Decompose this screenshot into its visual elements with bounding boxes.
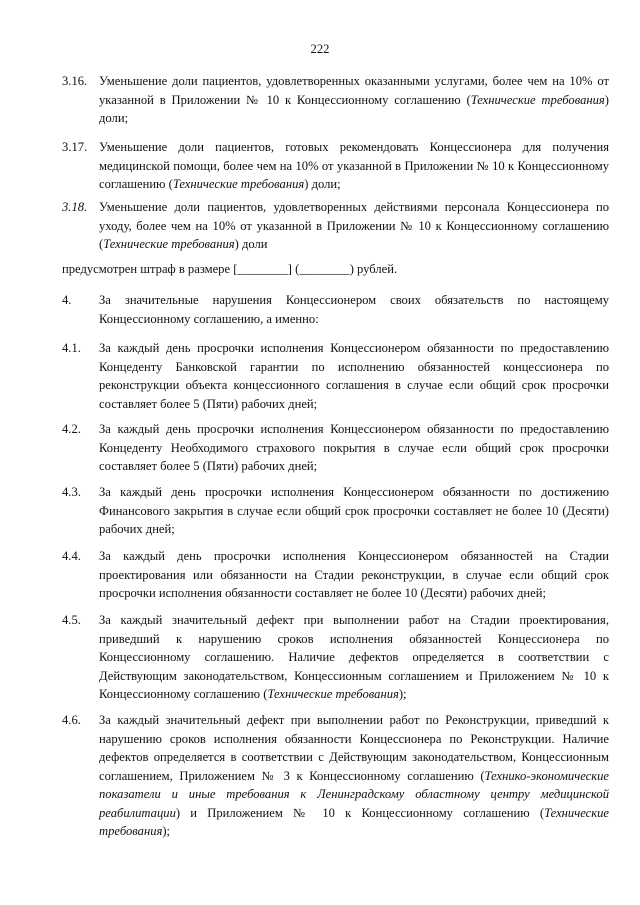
fine-line: предусмотрен штраф в размере [________] (________) рублей.: [62, 262, 398, 276]
clause-4-3: [62, 483, 609, 539]
clause-number: 3.17.: [62, 140, 88, 154]
clause-number: 4.4.: [62, 549, 81, 563]
text-run: );: [398, 687, 407, 701]
text-run: ) доли;: [304, 177, 341, 191]
text-run: ) доли: [234, 237, 268, 251]
clause-text: [99, 291, 609, 328]
italic-reference: Технические требования: [267, 687, 399, 701]
text-run: Уменьшение доли пациентов, готовых рекомендовать Концессионера для получения медицинской помощи, более чем на 10% от указанной в Приложении № 10 к Концессионному соглашению (: [99, 140, 609, 191]
text-run: За каждый значительный дефект при выполнении работ по Реконструкции, приведший к нарушению сроков исполнения обязанности Концессионера по Реконструкции. Наличие дефектов определяется в соответствии с Действующим законодательством, Концессионным соглашением, Приложением № 3 к Концессионному соглашению (: [99, 713, 609, 783]
clause-number: 4.3.: [62, 485, 81, 499]
clause-3-18: [62, 198, 609, 254]
page-number: 222: [310, 42, 330, 56]
clause-text: [99, 711, 609, 841]
italic-reference: Технические требования: [470, 92, 605, 107]
text-run: Уменьшение доли пациентов, удовлетворенных оказанными услугами, более чем на 10% от указанной в Приложении № 10 к Концессионному соглашению (: [99, 74, 609, 107]
clause-4-4: [62, 547, 609, 603]
text-run: ) и Приложением № 10 к Концессионному соглашению (: [175, 805, 545, 820]
clause-text: [99, 611, 609, 704]
clause-4-6: [62, 711, 609, 841]
clause-text: [99, 547, 609, 603]
text-run: Уменьшение доли пациентов, удовлетворенных действиями персонала Концессионера по уходу, более чем на 10% от указанной в Приложении № 10 к Концессионному соглашению (: [99, 200, 609, 251]
clause-text: [99, 138, 609, 194]
clause-3-16: [62, 72, 609, 128]
clause-text: [99, 483, 609, 539]
clause-number: 4.: [62, 293, 72, 307]
clause-4-2: [62, 420, 609, 476]
italic-reference: Технические требования: [172, 177, 305, 191]
text-run: За каждый день просрочки исполнения Концессионером обязанности по достижению Финансового закрытия в случае если общий срок просрочки составляет не более 10 (Десяти) рабочих дней;: [99, 485, 609, 536]
clause-text: [99, 339, 609, 413]
clause-number: 3.16.: [62, 74, 88, 88]
clause-number: 4.5.: [62, 613, 81, 627]
clause-number: 4.6.: [62, 713, 81, 727]
clause-number: 4.2.: [62, 422, 81, 436]
text-run: );: [162, 824, 171, 838]
clause-4-5: [62, 611, 609, 704]
text-run: За значительные нарушения Концессионером своих обязательств по настоящему Концессионному соглашению, а именно:: [99, 293, 609, 326]
clause-text: [99, 72, 609, 128]
clause-number: 4.1.: [62, 341, 81, 355]
clause-4: [62, 291, 609, 328]
italic-reference: Технико-экономические показатели и иные требования к Ленинградскому областному центру медицинской реабилитации: [99, 768, 609, 820]
clause-4-1: [62, 339, 609, 413]
text-run: За каждый день просрочки исполнения Концессионером обязанности по предоставлению Концеденту Необходимого страхового покрытия в случае если общий срок просрочки составляет более 5 (Пяти) рабочих дней;: [99, 422, 609, 473]
text-run: За каждый день просрочки исполнения Концессионером обязанности по предоставлению Концеденту Банковской гарантии по исполнению обязанностей концессионера по реконструкции объекта концессионного соглашения в случае если общий срок просрочки составляет более 5 (Пяти) рабочих дней;: [99, 341, 609, 411]
text-run: ) доли;: [99, 92, 609, 125]
clause-3-17: [62, 138, 609, 194]
clause-text: [99, 198, 609, 254]
clause-number: 3.18.: [62, 200, 88, 214]
italic-reference: Технические требования: [103, 237, 235, 251]
italic-reference: Технические требования: [99, 805, 609, 838]
text-run: За каждый день просрочки исполнения Концессионером обязанностей на Стадии проектирования или обязанности на Стадии реконструкции, в случае если общий срок просрочки исполнения обязанности составляет не более 10 (Десяти) рабочих дней;: [99, 549, 609, 600]
clause-text: [99, 420, 609, 476]
text-run: За каждый значительный дефект при выполнении работ на Стадии проектирования, приведший к нарушению сроков исполнения обязанностей Концессионера по Концессионному соглашению. Наличие дефектов определяется в соответствии с Действующим законодательством, Концессионным соглашением и Приложением № 10 к Концессионному соглашению (: [99, 613, 609, 701]
